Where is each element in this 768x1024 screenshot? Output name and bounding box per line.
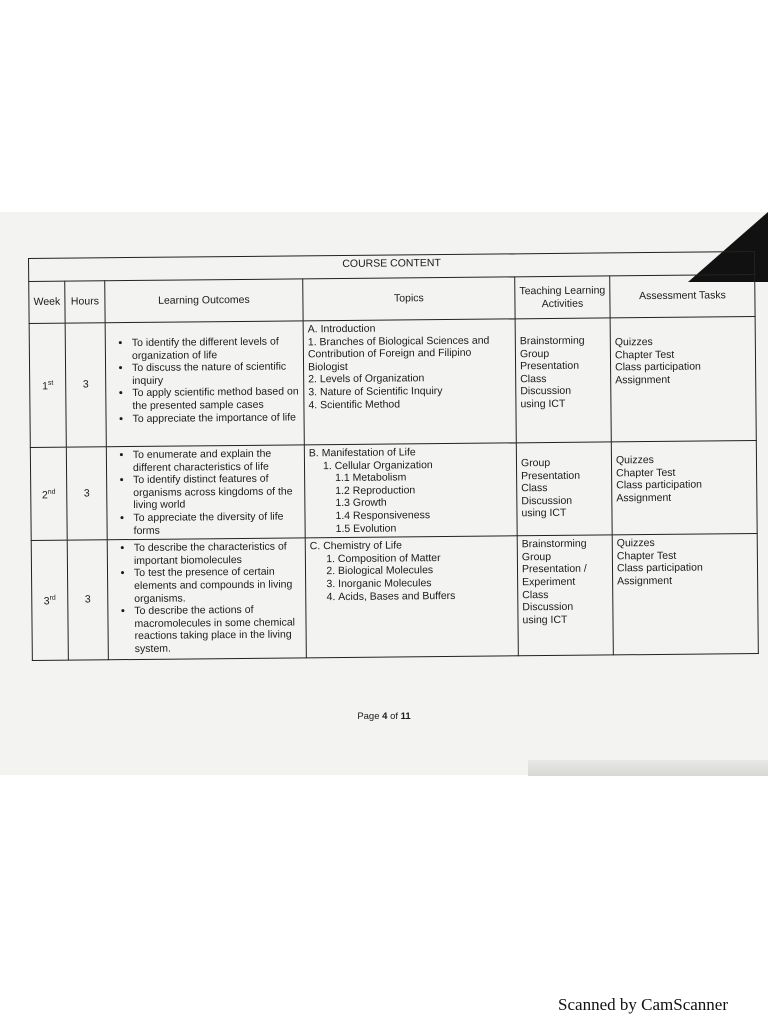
topic-item: 2. Levels of Organization xyxy=(308,372,425,386)
assessment-cell xyxy=(612,534,758,655)
activity-item: Presentation xyxy=(520,359,580,373)
topic-heading: A. Introduction xyxy=(307,322,376,336)
activity-item: Group xyxy=(521,550,552,564)
topic-item: 3. Inorganic Molecules xyxy=(338,576,513,590)
topic-item: 4. Scientific Method xyxy=(308,397,401,411)
activity-item: Presentation / xyxy=(521,562,587,576)
activity-item: Discussion xyxy=(521,494,573,508)
topics-cell xyxy=(305,536,518,658)
header-topics: Topics xyxy=(303,277,515,321)
header-week: Week xyxy=(29,281,65,323)
topics-cell xyxy=(303,319,516,445)
assessment-item: Class participation xyxy=(616,478,703,492)
outcome-item: • To describe the actions of macromolecules in some chemical reactions taking place in the living system. xyxy=(134,604,301,656)
week-cell: 3rd xyxy=(31,540,68,660)
topic-subitem: 1.4 Responsiveness xyxy=(335,509,431,523)
activities-cell xyxy=(516,442,612,536)
header-teaching-learning-activities: Teaching Learning Activities xyxy=(515,276,610,319)
activity-item: Class xyxy=(521,482,548,495)
assessment-item: Assignment xyxy=(616,491,672,505)
topics-cell xyxy=(304,443,517,538)
activities-cell xyxy=(515,318,611,443)
outcome-item: • To appreciate the diversity of life forms xyxy=(133,510,300,537)
assessment-item: Quizzes xyxy=(616,537,655,550)
activity-item: Brainstorming xyxy=(519,334,585,348)
hours-cell: 3 xyxy=(66,447,107,541)
outcome-item: • To identify distinct features of organisms across kingdoms of the living world xyxy=(133,473,300,512)
activity-item: using ICT xyxy=(520,397,566,411)
activity-item: Group xyxy=(520,456,551,470)
table-row xyxy=(30,441,757,541)
assessment-item: Assignment xyxy=(615,373,671,387)
header-learning-outcomes: Learning Outcomes xyxy=(105,279,303,323)
assessment-item: Assignment xyxy=(617,574,673,588)
assessment-item: Chapter Test xyxy=(614,348,675,361)
assessment-item: Quizzes xyxy=(615,454,654,467)
scan-edge-streak xyxy=(528,760,768,776)
header-assessment-tasks: Assessment Tasks xyxy=(610,275,755,318)
assessment-cell xyxy=(610,317,756,442)
hours-cell: 3 xyxy=(67,540,108,660)
assessment-item: Chapter Test xyxy=(616,549,677,563)
outcome-item: • To test the presence of certain elements and compounds in living organisms. xyxy=(134,566,301,605)
outcome-item: • To describe the characteristics of important biomolecules xyxy=(134,541,301,568)
outcome-item: • To apply scientific method based on the presented sample cases xyxy=(132,386,299,413)
topic-item: 1. Composition of Matter xyxy=(338,551,513,565)
activity-item: Presentation xyxy=(521,469,581,482)
scanner-watermark: Scanned by CamScanner xyxy=(558,995,728,1014)
table-title: COURSE CONTENT xyxy=(29,252,755,282)
outcomes-cell xyxy=(106,445,305,540)
outcome-item: • To appreciate the importance of life xyxy=(132,411,299,425)
topic-item: 1. Cellular Organization xyxy=(322,458,433,472)
topic-item: 4. Acids, Bases and Buffers xyxy=(338,589,513,603)
outcome-item: • To identify the different levels of organization of life xyxy=(132,335,299,362)
topic-subitem: 1.2 Reproduction xyxy=(335,484,416,497)
hours-cell: 3 xyxy=(65,323,106,447)
assessment-item: Quizzes xyxy=(614,336,653,349)
activity-item: Group xyxy=(519,347,550,360)
activity-item: Discussion xyxy=(522,600,574,614)
outcome-item: • To enumerate and explain the different characteristics of life xyxy=(133,447,300,474)
table-row xyxy=(31,534,758,661)
topic-heading: C. Chemistry of Life xyxy=(309,539,403,553)
week-cell: 1st xyxy=(29,323,66,447)
topic-item: 2. Biological Molecules xyxy=(338,564,513,578)
topic-subitem: 1.5 Evolution xyxy=(335,522,397,535)
activity-item: Class xyxy=(522,588,549,601)
page-number: Page 4 of 11 xyxy=(357,711,411,722)
activity-item: Experiment xyxy=(522,575,576,589)
topic-item: 3. Nature of Scientific Inquiry xyxy=(308,384,443,399)
topic-subitem: 1.3 Growth xyxy=(335,496,387,510)
topic-subitem: 1.1 Metabolism xyxy=(335,471,407,485)
assessment-item: Chapter Test xyxy=(616,466,676,479)
activity-item: Class xyxy=(520,372,547,386)
activity-item: Discussion xyxy=(520,385,572,398)
assessment-cell xyxy=(611,441,757,536)
activity-item: using ICT xyxy=(522,613,568,626)
assessment-item: Class participation xyxy=(616,561,703,575)
activity-item: Brainstorming xyxy=(521,537,587,551)
topic-list xyxy=(310,551,513,603)
header-hours: Hours xyxy=(65,281,105,323)
week-cell: 2nd xyxy=(30,447,67,540)
activity-item: using ICT xyxy=(521,507,567,520)
outcomes-cell xyxy=(105,321,304,447)
outcomes-cell xyxy=(107,538,306,660)
topic-heading: B. Manifestation of Life xyxy=(308,446,416,460)
assessment-item: Class participation xyxy=(615,360,701,374)
outcome-item: • To discuss the nature of scientific inquiry xyxy=(132,361,299,388)
activities-cell xyxy=(517,535,613,656)
table-row xyxy=(29,317,756,448)
topic-item: 1. Branches of Biological Sciences and Contribution of Foreign and Filipino Biologist xyxy=(307,334,490,374)
course-content-table xyxy=(28,251,759,661)
